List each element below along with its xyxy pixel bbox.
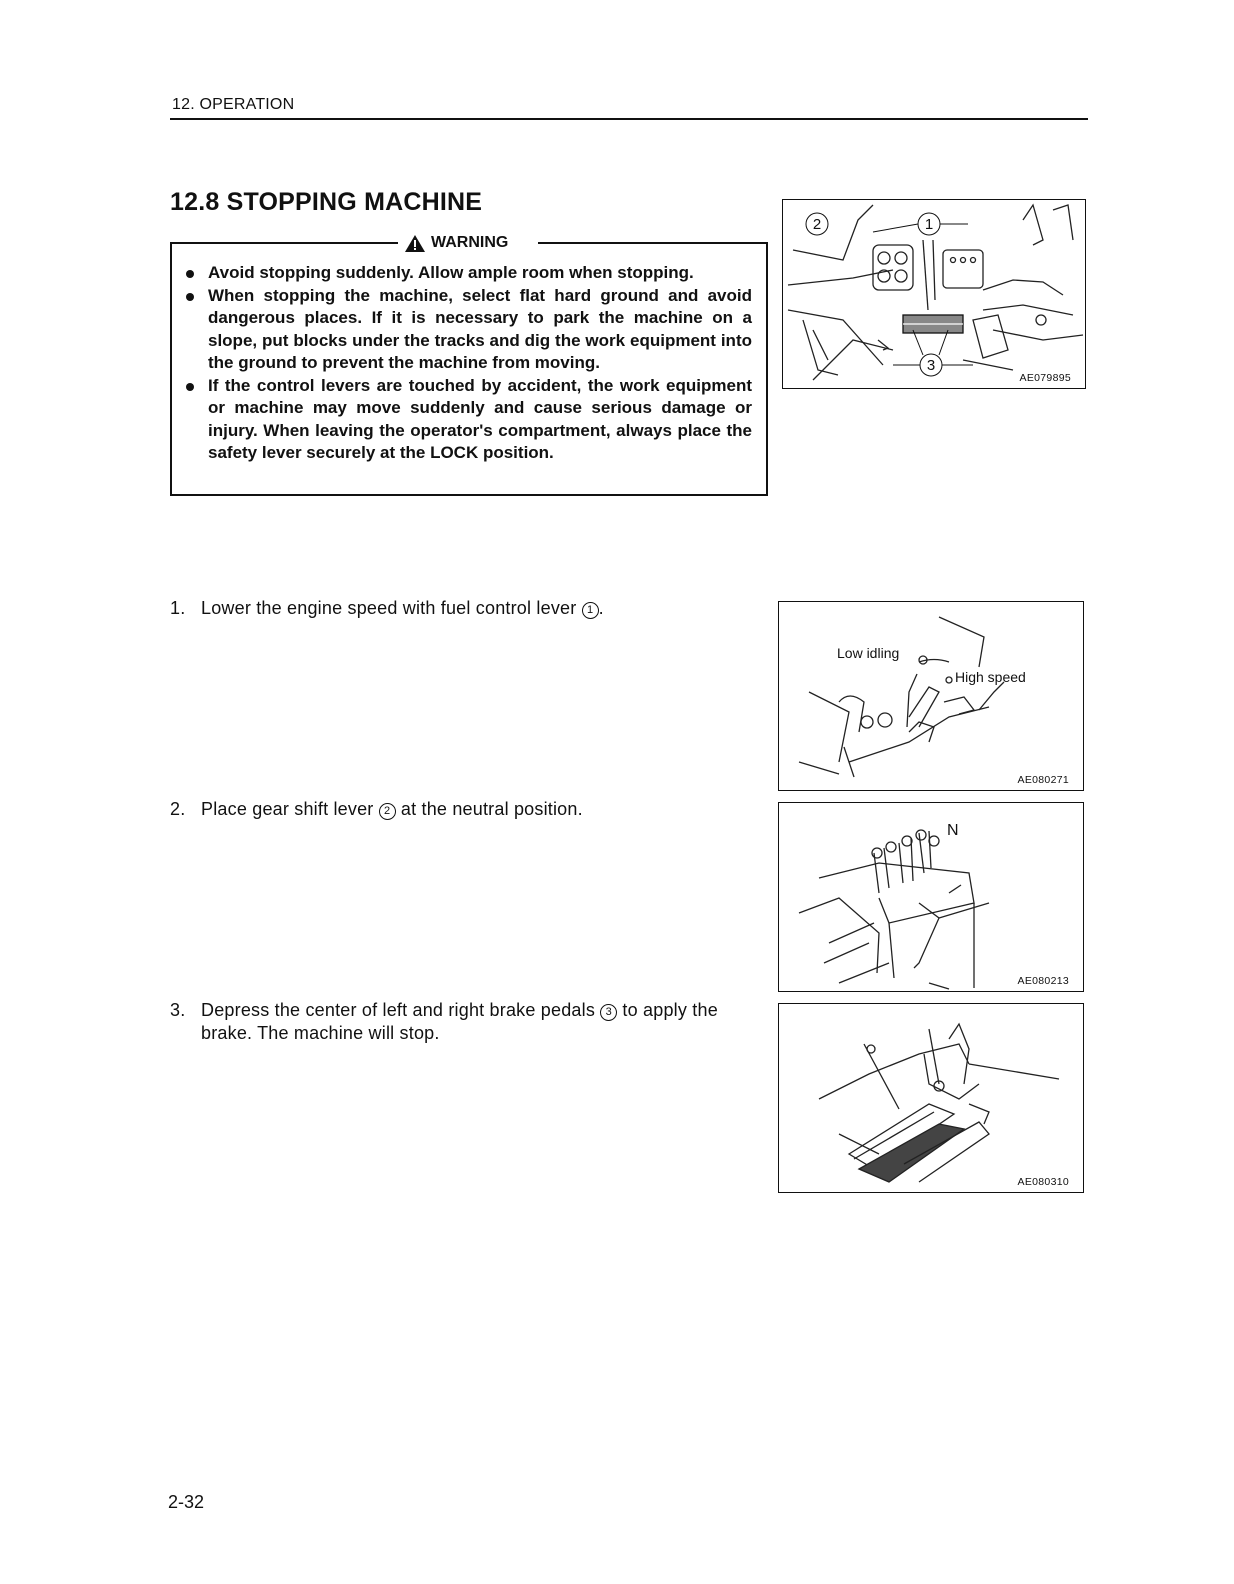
step-1 bbox=[170, 597, 766, 620]
gear-shift-illustration bbox=[779, 803, 1083, 991]
warning-triangle-icon bbox=[404, 234, 426, 253]
section-title: 12.8 STOPPING MACHINE bbox=[170, 188, 483, 216]
step-text-part: to apply the brake. The machine will stop. bbox=[201, 1000, 718, 1043]
callout-1: 1 bbox=[924, 216, 934, 233]
low-idling-label: Low idling bbox=[837, 645, 900, 661]
step-text bbox=[201, 798, 766, 821]
operator-compartment-illustration bbox=[783, 200, 1085, 388]
step-number: 2. bbox=[170, 799, 186, 819]
callout-ref-2: 2 bbox=[379, 803, 396, 820]
page-number: 2-32 bbox=[168, 1492, 205, 1512]
step-text bbox=[201, 999, 766, 1045]
brake-pedal-illustration bbox=[779, 1004, 1083, 1192]
step-2 bbox=[170, 798, 766, 821]
warning-item-text: When stopping the machine, select flat hard ground and avoid dangerous places. If it is necessary to park the machine on a slope, put blocks under the tracks and dig the work equipment into the ground to prevent the machine from moving. bbox=[208, 285, 752, 372]
callout-ref-3: 3 bbox=[600, 1004, 617, 1021]
bullet-icon bbox=[186, 270, 194, 278]
step-text-part: Depress the center of left and right brake pedals bbox=[201, 1000, 601, 1020]
step-text bbox=[201, 597, 766, 620]
step-3 bbox=[170, 999, 766, 1045]
running-header: 12. OPERATION bbox=[172, 96, 295, 113]
step-number: 3. bbox=[170, 1000, 186, 1020]
warning-heading bbox=[404, 230, 536, 256]
figure-code: AE080310 bbox=[1017, 1176, 1069, 1188]
warning-item-text: Avoid stopping suddenly. Allow ample room when stopping. bbox=[208, 263, 694, 282]
figure-operator-compartment bbox=[782, 199, 1086, 389]
step-text-part: at the neutral position. bbox=[395, 799, 583, 819]
figure-code: AE079895 bbox=[1019, 372, 1071, 384]
figure-gear-shift-lever bbox=[778, 802, 1084, 992]
step-text-part: Lower the engine speed with fuel control lever bbox=[201, 598, 582, 618]
callout-ref-1: 1 bbox=[582, 602, 599, 619]
bullet-icon bbox=[186, 293, 194, 301]
neutral-label: N bbox=[947, 822, 959, 839]
warning-list bbox=[182, 262, 752, 465]
warning-item bbox=[182, 262, 752, 285]
high-speed-label: High speed bbox=[955, 669, 1026, 685]
figure-code: AE080213 bbox=[1017, 975, 1069, 987]
figure-brake-pedals bbox=[778, 1003, 1084, 1193]
warning-item bbox=[182, 285, 752, 375]
figure-fuel-control-lever bbox=[778, 601, 1084, 791]
fuel-lever-illustration bbox=[779, 602, 1083, 790]
figure-code: AE080271 bbox=[1017, 774, 1069, 786]
bullet-icon bbox=[186, 383, 194, 391]
step-number: 1. bbox=[170, 598, 186, 618]
callout-3: 3 bbox=[926, 357, 936, 374]
header-rule bbox=[170, 118, 1088, 120]
step-text-part: . bbox=[598, 598, 604, 618]
callout-2: 2 bbox=[812, 216, 822, 233]
step-text-part: Place gear shift lever bbox=[201, 799, 379, 819]
warning-label: WARNING bbox=[431, 234, 509, 251]
warning-item bbox=[182, 375, 752, 465]
warning-item-text: If the control levers are touched by accident, the work equipment or machine may move suddenly and cause serious damage or injury. When leaving the operator's compartment, always place the safety lever securely at the LOCK position. bbox=[208, 375, 752, 462]
